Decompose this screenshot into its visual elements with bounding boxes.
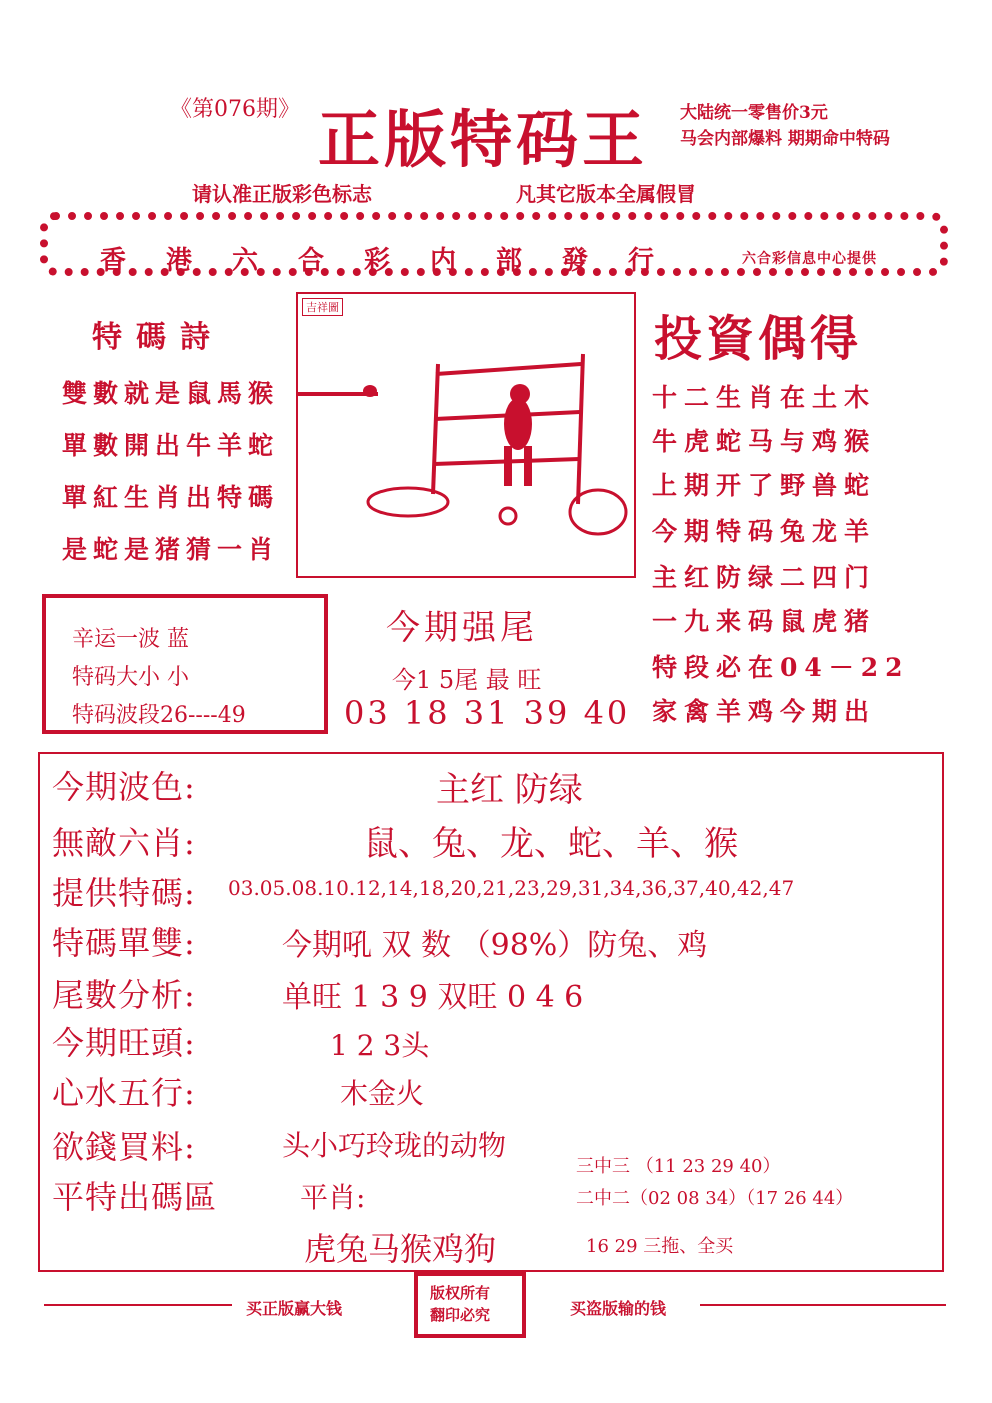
row-value: 头小巧玲珑的动物 xyxy=(282,1129,507,1162)
issue-number: 《第076期》 xyxy=(170,97,300,122)
banner-title: 香港六合彩内部發行 xyxy=(100,246,695,276)
investment-line: 牛虎蛇马与鸡猴 xyxy=(652,427,877,456)
strong-tail-sub: 今1 5尾 最 旺 xyxy=(392,666,542,694)
investment-line: 一九来码鼠虎猪 xyxy=(652,607,877,636)
row-value: 1 2 3头 xyxy=(330,1029,430,1062)
investment-title: 投資偶得 xyxy=(654,311,863,367)
investment-line: 家禽羊鸡今期出 xyxy=(652,697,877,726)
authentic-note: 请认准正版彩色标志 xyxy=(192,182,372,206)
luck-size: 特码大小 小 xyxy=(72,665,189,690)
footer-rule-right xyxy=(700,1304,946,1306)
price-note: 大陆统一零售价3元 xyxy=(680,103,828,123)
copyright-line1: 版权所有 xyxy=(430,1284,491,1302)
investment-line: 特段必在04－22 xyxy=(652,653,910,682)
row-label: 尾數分析: xyxy=(52,976,196,1014)
illustration-caption: 吉祥圖 xyxy=(302,298,343,316)
footer-left-slogan: 买正版赢大钱 xyxy=(246,1299,343,1318)
poem-line: 是蛇是猪猜一肖 xyxy=(62,535,280,564)
copyright-line2: 翻印必究 xyxy=(430,1306,491,1324)
luck-wave: 辛运一波 蓝 xyxy=(72,627,189,652)
row-label: 欲錢買料: xyxy=(52,1128,196,1166)
row-value: 主红 防绿 xyxy=(436,770,583,810)
row-value: 今期吼 双 数 （98%）防兔、鸡 xyxy=(282,928,708,963)
poem-line: 單紅生肖出特碼 xyxy=(62,483,280,512)
row-label: 今期旺頭: xyxy=(52,1024,196,1062)
luck-range: 特码波段26----49 xyxy=(72,703,246,728)
illustration-frame xyxy=(296,292,636,578)
pingte-animals: 虎兔马猴鸡狗 xyxy=(304,1230,497,1268)
row-value: 03.05.08.10.12,14,18,20,21,23,29,31,34,36,37,40,42,47 xyxy=(228,876,795,900)
poem-line: 雙數就是鼠馬猴 xyxy=(62,379,280,408)
two-hit-two: 二中二（02 08 34）（17 26 44） xyxy=(576,1188,854,1209)
row-label: 特碼單雙: xyxy=(52,924,196,962)
row-value: 木金火 xyxy=(340,1077,425,1110)
banner-provider: 六合彩信息中心提供 xyxy=(742,251,877,267)
strong-tail-numbers: 03 18 31 39 40 xyxy=(344,694,631,732)
poem-title: 特碼詩 xyxy=(92,320,224,355)
row-value: 平肖: xyxy=(300,1181,366,1214)
poem-line: 單數開出牛羊蛇 xyxy=(62,431,280,460)
page-title: 正版特码王 xyxy=(318,103,649,176)
investment-line: 今期特码兔龙羊 xyxy=(652,517,877,546)
footer-right-slogan: 买盗版输的钱 xyxy=(570,1299,667,1318)
drag-numbers: 16 29 三拖、全买 xyxy=(586,1236,734,1257)
row-label: 心水五行: xyxy=(52,1074,196,1112)
row-value: 单旺 1 3 9 双旺 0 4 6 xyxy=(282,980,584,1015)
monkey-ladder-illustration xyxy=(298,294,634,576)
promo-note: 马会内部爆料 期期命中特码 xyxy=(680,129,890,149)
investment-line: 上期开了野兽蛇 xyxy=(652,471,877,500)
investment-line: 十二生肖在土木 xyxy=(652,383,877,412)
row-label: 提供特碼: xyxy=(52,874,196,912)
row-label: 無敵六肖: xyxy=(52,824,196,862)
row-value: 鼠、兔、龙、蛇、羊、猴 xyxy=(364,824,738,864)
investment-line: 主红防绿二四门 xyxy=(652,563,877,592)
row-label: 平特出碼區 xyxy=(52,1178,218,1216)
three-hit-three: 三中三 （11 23 29 40） xyxy=(576,1156,781,1177)
footer-rule-left xyxy=(44,1304,232,1306)
strong-tail-title: 今期强尾 xyxy=(386,608,538,648)
fake-warning: 凡其它版本全属假冒 xyxy=(516,182,696,206)
row-label: 今期波色: xyxy=(52,768,196,806)
